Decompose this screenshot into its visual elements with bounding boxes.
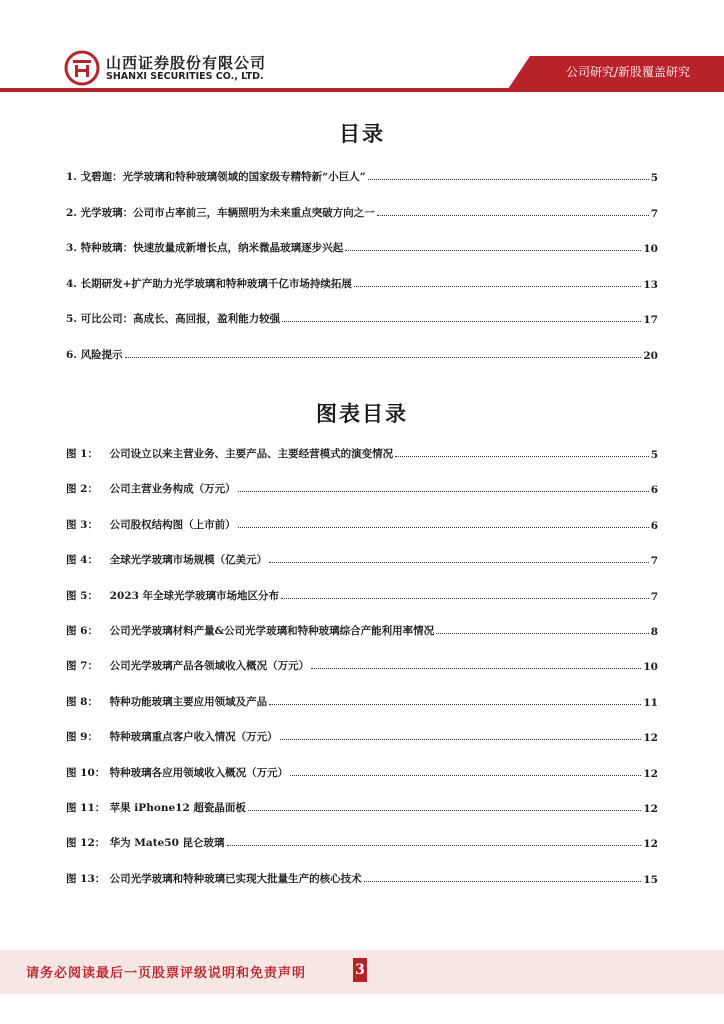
toc-entry-label-wrap [66,800,246,815]
toc-entry-page: 17 [643,314,658,326]
toc-dot-leader [281,598,649,599]
toc-entry-label-wrap [66,311,280,326]
toc-entry-page: 10 [643,661,658,674]
toc-dot-leader [311,668,641,669]
toc-entry[interactable] [66,166,658,184]
page-number: 3 [353,958,367,982]
toc-entry-number: 图 3： [66,518,98,531]
toc-entry-title: 华为 Mate50 昆仑玻璃 [109,837,225,850]
toc-entry-number: 5. [66,313,77,325]
toc-dot-leader [282,321,641,322]
toc-entry-label-wrap [66,694,267,709]
page-header [0,0,724,100]
toc-entry-number: 4. [66,277,77,290]
toc-dot-leader [345,250,641,251]
toc-dot-leader [354,286,641,287]
toc-entry-page: 15 [643,873,658,886]
toc-dot-leader [269,562,649,563]
toc-entry-number: 图 12： [66,837,106,850]
toc-entry[interactable] [66,308,658,326]
company-name-en: SHANXI SECURITIES CO., LTD. [106,71,264,82]
toc-entry-label-wrap [66,481,236,496]
toc-dot-leader [364,881,642,882]
toc-dot-leader [238,491,649,492]
toc-entry-label-wrap [66,658,309,673]
toc-entry[interactable] [66,868,658,886]
toc-entry[interactable] [66,655,658,673]
toc-dot-leader [227,845,642,846]
toc-entry-page: 7 [650,207,658,220]
toc-entry[interactable] [66,202,658,220]
toc-entry-page: 7 [650,555,658,568]
toc-entry-label-wrap [66,765,288,780]
toc-entry-label-wrap [66,205,375,220]
toc-dot-leader [436,633,649,634]
toc-entry-label-wrap [66,552,267,567]
toc-dot-leader [248,810,641,811]
toc-entry-page: 5 [650,449,658,461]
toc-entry-title: 特种玻璃各应用领域收入概况（万元） [109,766,289,779]
toc-entry-number: 图 10： [66,766,106,779]
toc-entry[interactable] [66,237,658,255]
toc-entry-page: 12 [643,767,658,780]
toc-entry-page: 13 [643,278,658,291]
toc-dot-leader [238,527,649,528]
toc-entry-number: 图 4： [66,554,98,567]
toc-entry-title: 风险提示 [80,348,123,361]
toc-entry-number: 1. [66,171,77,183]
toc-entry-number: 图 1： [66,448,98,460]
toc-entry-number: 图 9： [66,731,98,744]
toc-entry-label-wrap [66,623,434,638]
toc-entry-page: 6 [650,519,658,532]
toc-entry-page: 8 [650,626,658,638]
toc-entry-title: 特种功能玻璃主要应用领域及产品 [109,695,268,708]
shanxi-securities-logo-icon [64,50,100,86]
toc-entry-title: 戈碧迦：光学玻璃和特种玻璃领域的国家级专精特新“小巨人” [80,171,366,183]
toc-entry-label-wrap [66,446,393,461]
toc-entry-title: 长期研发+扩产助力光学玻璃和特种玻璃千亿市场持续拓展 [80,277,352,290]
toc-dot-leader [125,357,642,358]
toc-entry-title: 公司光学玻璃和特种玻璃已实现大批量生产的核心技术 [109,872,362,885]
toc-dot-leader [395,456,649,457]
toc-entry[interactable] [66,344,658,362]
footer-disclaimer: 请务必阅读最后一页股票评级说明和免责声明 [26,966,307,981]
toc-entry-label-wrap [66,871,362,886]
toc-entry[interactable] [66,691,658,709]
toc-entry-title: 全球光学玻璃市场规模（亿美元） [109,554,268,567]
toc-entry[interactable] [66,762,658,780]
toc-entry-label-wrap [66,835,225,850]
company-logo [64,50,284,90]
toc-entry-page: 20 [643,349,658,362]
company-name-cn: 山西证券股份有限公司 [106,54,267,72]
toc-entry-title: 公司设立以来主营业务、主要产品、主要经营模式的演变情况 [109,448,394,460]
toc-entry-page: 6 [650,484,658,497]
toc-entry-page: 12 [643,838,658,851]
toc-entry-label-wrap [66,276,352,291]
toc-entry-label-wrap [66,729,278,744]
toc-entry[interactable] [66,549,658,567]
toc-entry-label-wrap [66,347,123,362]
toc-entry[interactable] [66,620,658,638]
toc-entry[interactable] [66,797,658,815]
toc-entry-title: 公司主营业务构成（万元） [109,483,236,496]
toc-entry-title: 光学玻璃：公司市占率前三，车辆照明为未来重点突破方向之一 [80,206,375,219]
toc-entry[interactable] [66,585,658,603]
toc-entry-number: 图 6： [66,625,98,637]
toc-entry-label-wrap [66,517,236,532]
report-category: 公司研究/新股覆盖研究 [565,65,690,79]
toc-entry-number: 图 5： [66,589,98,602]
toc-entry-number: 图 8： [66,695,98,708]
toc-entry-title: 2023 年全球光学玻璃市场地区分布 [109,589,280,602]
toc-entry-title: 公司股权结构图（上市前） [109,518,236,531]
toc-entry-title: 苹果 iPhone12 超瓷晶面板 [109,802,246,814]
toc-entry-page: 7 [650,590,658,603]
toc-entry-number: 图 7： [66,660,98,673]
toc-entry-number: 2. [66,206,77,219]
toc-entry-number: 3. [66,242,77,254]
toc-entry-label-wrap [66,588,279,603]
toc-entry-title: 公司光学玻璃材料产量&公司光学玻璃和特种玻璃综合产能利用率情况 [109,625,435,637]
toc-entry[interactable] [66,443,658,461]
toc-entry-number: 图 2： [66,483,98,496]
toc-entry-title: 特种玻璃重点客户收入情况（万元） [109,731,278,744]
toc-entry-number: 6. [66,348,77,361]
toc-title: 目录 [339,121,385,146]
toc-entry-title: 公司光学玻璃产品各领域收入概况（万元） [109,660,310,673]
toc-entry-title: 可比公司：高成长、高回报，盈利能力较强 [80,313,281,325]
toc-dot-leader [377,215,649,216]
toc-entry[interactable] [66,832,658,850]
toc-entry[interactable] [66,478,658,496]
toc-entry[interactable] [66,273,658,291]
toc-entry-number: 图 11： [66,802,106,814]
toc-dot-leader [290,775,641,776]
toc-entry-page: 12 [643,732,658,745]
toc-entry-page: 5 [650,172,658,184]
toc-dot-leader [269,704,641,705]
toc-entry-page: 10 [643,243,658,255]
toc-entry-number: 图 13： [66,872,106,885]
toc-entry[interactable] [66,726,658,744]
toc-entry-label-wrap [66,240,343,255]
toc-entry[interactable] [66,514,658,532]
toc-entry-label-wrap [66,169,366,184]
toc-dot-leader [368,179,649,180]
toc-entry-title: 特种玻璃：快速放量成新增长点，纳米微晶玻璃逐步兴起 [80,242,344,254]
toc-entry-page: 12 [643,803,658,815]
figures-toc-title: 图表目录 [316,401,408,426]
toc-entry-page: 11 [643,696,658,709]
toc-dot-leader [280,739,642,740]
